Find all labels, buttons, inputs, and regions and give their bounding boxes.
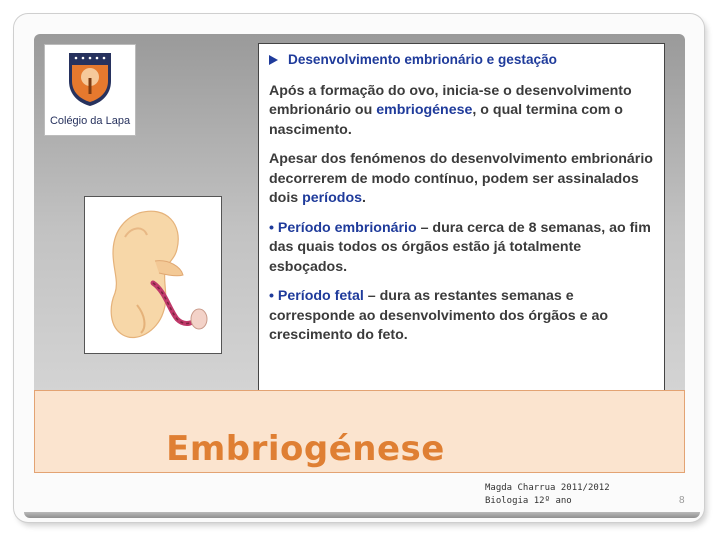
- title-band: [34, 390, 685, 473]
- crest-icon: [67, 51, 113, 107]
- paragraph-1-text: Após a formação do ovo, inicia-se o desenvolvimento embrionário ou: [269, 82, 632, 118]
- paragraph-2-end: .: [362, 190, 366, 206]
- term-periodo-embrionario: • Período embrionário: [269, 219, 417, 236]
- logo-caption: Colégio da Lapa: [49, 115, 131, 127]
- paragraph-1: [269, 82, 656, 141]
- embryo-image: [84, 196, 222, 354]
- paragraph-3: [269, 219, 656, 278]
- paragraph-1-end: , o qual termina com o nascimento.: [269, 102, 623, 138]
- term-embriogenese: embriogénese: [376, 102, 473, 118]
- paragraph-2: [269, 150, 656, 209]
- content-textbox: [258, 43, 665, 393]
- paragraph-4: [269, 287, 656, 346]
- paragraph-4-text: – dura as restantes semanas e corresponde ao desenvolvimento dos órgãos e ao crescimento do feto.: [269, 288, 609, 343]
- footer-course: Biologia 12º ano: [485, 496, 572, 506]
- school-logo: [44, 44, 136, 136]
- heading-text: Desenvolvimento embrionário e gestação: [288, 52, 557, 67]
- paragraph-3-text: – dura cerca de 8 semanas, ao fim das quais todos os órgãos estão já totalmente esboçados.: [269, 219, 651, 275]
- slide-title: Embriogénese: [166, 429, 445, 469]
- term-periodo-fetal: • Período fetal: [269, 288, 364, 304]
- triangle-bullet-icon: [269, 55, 278, 65]
- embryo-illustration: [85, 197, 221, 353]
- page-number: 8: [679, 495, 685, 506]
- term-periodos: períodos: [302, 190, 363, 206]
- textbox-heading: [269, 50, 656, 70]
- slide-frame-shadow: [24, 512, 700, 518]
- footer-author: Magda Charrua 2011/2012: [485, 483, 610, 493]
- slide-footer: [485, 482, 610, 508]
- paragraph-2-text: Apesar dos fenómenos do desenvolvimento embrionário decorrerem de modo contínuo, podem ser assinalados dois: [269, 151, 653, 206]
